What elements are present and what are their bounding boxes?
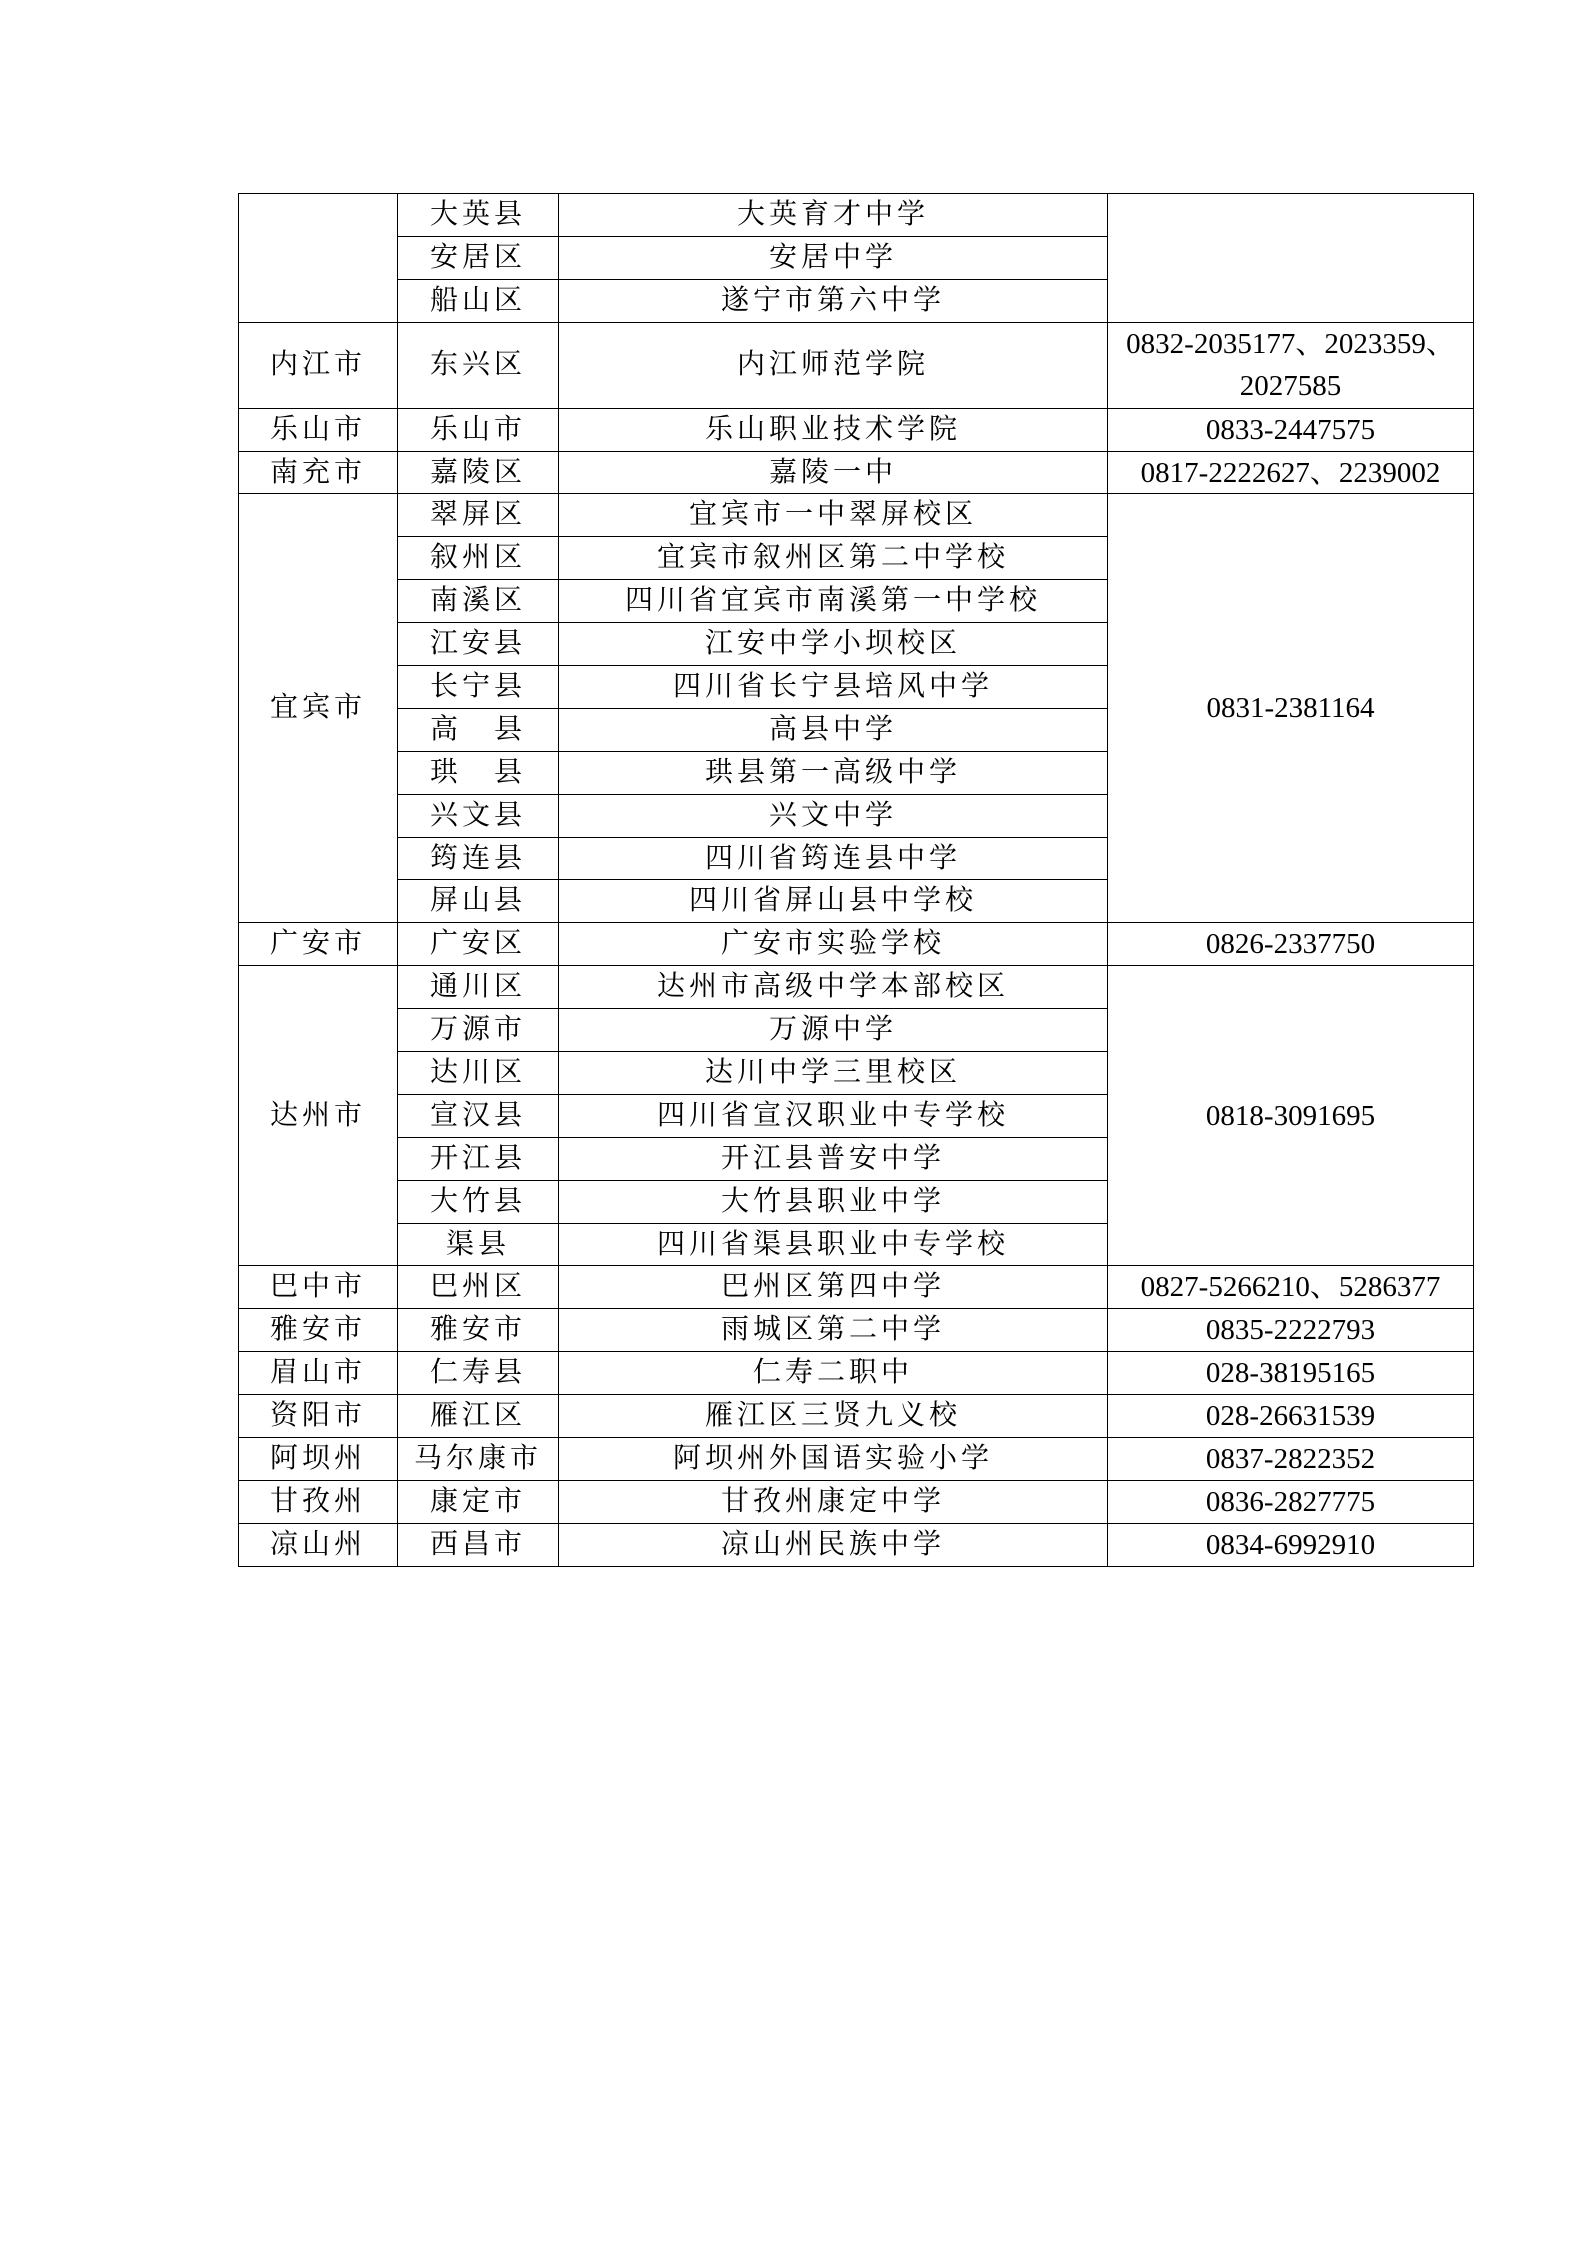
district-cell: 开江县 xyxy=(398,1137,559,1180)
district-cell: 广安区 xyxy=(398,923,559,966)
district-cell: 大竹县 xyxy=(398,1180,559,1223)
district-cell: 江安县 xyxy=(398,623,559,666)
city-cell: 甘孜州 xyxy=(239,1480,398,1523)
phone-cell: 0832-2035177、2023359、2027585 xyxy=(1108,322,1474,408)
school-cell: 巴州区第四中学 xyxy=(559,1266,1108,1309)
district-cell: 船山区 xyxy=(398,279,559,322)
school-cell: 达州市高级中学本部校区 xyxy=(559,966,1108,1009)
district-cell: 马尔康市 xyxy=(398,1438,559,1481)
school-cell: 兴文中学 xyxy=(559,794,1108,837)
district-cell: 屏山县 xyxy=(398,880,559,923)
school-cell: 高县中学 xyxy=(559,708,1108,751)
school-cell: 嘉陵一中 xyxy=(559,451,1108,494)
district-cell: 乐山市 xyxy=(398,408,559,451)
district-cell: 兴文县 xyxy=(398,794,559,837)
school-cell: 万源中学 xyxy=(559,1009,1108,1052)
school-cell: 四川省筠连县中学 xyxy=(559,837,1108,880)
school-cell: 大英育才中学 xyxy=(559,194,1108,237)
district-cell: 宣汉县 xyxy=(398,1094,559,1137)
district-cell: 康定市 xyxy=(398,1480,559,1523)
district-cell: 西昌市 xyxy=(398,1523,559,1566)
school-cell: 四川省渠县职业中专学校 xyxy=(559,1223,1108,1266)
school-cell: 安居中学 xyxy=(559,236,1108,279)
table-row xyxy=(239,408,1474,451)
district-cell: 嘉陵区 xyxy=(398,451,559,494)
district-cell: 筠连县 xyxy=(398,837,559,880)
school-cell: 四川省宜宾市南溪第一中学校 xyxy=(559,580,1108,623)
city-cell: 广安市 xyxy=(239,923,398,966)
table-row xyxy=(239,1395,1474,1438)
school-cell: 阿坝州外国语实验小学 xyxy=(559,1438,1108,1481)
school-cell: 雁江区三贤九义校 xyxy=(559,1395,1108,1438)
school-cell: 江安中学小坝校区 xyxy=(559,623,1108,666)
table-row xyxy=(239,923,1474,966)
school-cell: 四川省屏山县中学校 xyxy=(559,880,1108,923)
school-cell: 达川中学三里校区 xyxy=(559,1052,1108,1095)
district-cell: 叙州区 xyxy=(398,537,559,580)
phone-cell: 0833-2447575 xyxy=(1108,408,1474,451)
district-cell: 雁江区 xyxy=(398,1395,559,1438)
school-cell: 遂宁市第六中学 xyxy=(559,279,1108,322)
district-cell: 高 县 xyxy=(398,708,559,751)
table-row xyxy=(239,1266,1474,1309)
city-cell: 乐山市 xyxy=(239,408,398,451)
city-cell: 宜宾市 xyxy=(239,494,398,923)
district-cell: 雅安市 xyxy=(398,1309,559,1352)
table-row xyxy=(239,1309,1474,1352)
school-cell: 乐山职业技术学院 xyxy=(559,408,1108,451)
school-cell: 大竹县职业中学 xyxy=(559,1180,1108,1223)
school-cell: 宜宾市叙州区第二中学校 xyxy=(559,537,1108,580)
district-cell: 通川区 xyxy=(398,966,559,1009)
city-cell: 雅安市 xyxy=(239,1309,398,1352)
table-row xyxy=(239,494,1474,537)
phone-cell: 0835-2222793 xyxy=(1108,1309,1474,1352)
school-cell: 四川省宣汉职业中专学校 xyxy=(559,1094,1108,1137)
district-cell: 翠屏区 xyxy=(398,494,559,537)
city-cell: 凉山州 xyxy=(239,1523,398,1566)
district-cell: 安居区 xyxy=(398,236,559,279)
phone-cell: 0818-3091695 xyxy=(1108,966,1474,1266)
district-cell: 万源市 xyxy=(398,1009,559,1052)
phone-cell: 028-26631539 xyxy=(1108,1395,1474,1438)
exam-site-table xyxy=(238,193,1474,1567)
school-cell: 雨城区第二中学 xyxy=(559,1309,1108,1352)
table-row xyxy=(239,451,1474,494)
phone-cell: 028-38195165 xyxy=(1108,1352,1474,1395)
phone-cell: 0826-2337750 xyxy=(1108,923,1474,966)
table-row xyxy=(239,1438,1474,1481)
school-cell: 内江师范学院 xyxy=(559,322,1108,408)
table-row xyxy=(239,1480,1474,1523)
school-cell: 仁寿二职中 xyxy=(559,1352,1108,1395)
city-cell: 达州市 xyxy=(239,966,398,1266)
district-cell: 渠县 xyxy=(398,1223,559,1266)
table-row xyxy=(239,322,1474,408)
district-cell: 东兴区 xyxy=(398,322,559,408)
school-cell: 广安市实验学校 xyxy=(559,923,1108,966)
school-cell: 开江县普安中学 xyxy=(559,1137,1108,1180)
school-cell: 宜宾市一中翠屏校区 xyxy=(559,494,1108,537)
school-cell: 四川省长宁县培风中学 xyxy=(559,666,1108,709)
city-cell: 资阳市 xyxy=(239,1395,398,1438)
school-cell: 凉山州民族中学 xyxy=(559,1523,1108,1566)
district-cell: 大英县 xyxy=(398,194,559,237)
table-row xyxy=(239,1523,1474,1566)
school-cell: 甘孜州康定中学 xyxy=(559,1480,1108,1523)
phone-cell: 0837-2822352 xyxy=(1108,1438,1474,1481)
city-cell: 南充市 xyxy=(239,451,398,494)
city-cell: 巴中市 xyxy=(239,1266,398,1309)
district-cell: 南溪区 xyxy=(398,580,559,623)
phone-cell: 0834-6992910 xyxy=(1108,1523,1474,1566)
table-row xyxy=(239,194,1474,237)
phone-cell xyxy=(1108,194,1474,323)
table-row xyxy=(239,966,1474,1009)
district-cell: 巴州区 xyxy=(398,1266,559,1309)
district-cell: 长宁县 xyxy=(398,666,559,709)
city-cell: 阿坝州 xyxy=(239,1438,398,1481)
phone-cell: 0831-2381164 xyxy=(1108,494,1474,923)
city-cell: 眉山市 xyxy=(239,1352,398,1395)
district-cell: 珙 县 xyxy=(398,751,559,794)
district-cell: 达川区 xyxy=(398,1052,559,1095)
phone-cell: 0827-5266210、5286377 xyxy=(1108,1266,1474,1309)
city-cell: 内江市 xyxy=(239,322,398,408)
phone-cell: 0836-2827775 xyxy=(1108,1480,1474,1523)
phone-cell: 0817-2222627、2239002 xyxy=(1108,451,1474,494)
table-row xyxy=(239,1352,1474,1395)
district-cell: 仁寿县 xyxy=(398,1352,559,1395)
school-cell: 珙县第一高级中学 xyxy=(559,751,1108,794)
table-body xyxy=(239,194,1474,1567)
city-cell xyxy=(239,194,398,323)
